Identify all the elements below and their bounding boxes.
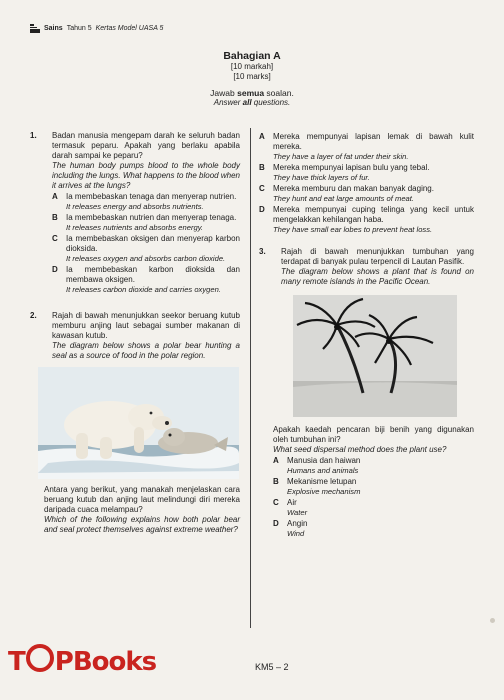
- column-divider: [250, 128, 251, 628]
- question-text-en: The human body pumps blood to the whole body including the lungs. What happens to the blood when it arrives at the lungs?: [52, 161, 240, 190]
- section-heading: [0, 50, 504, 108]
- question-text-en: The diagram below shows a polar bear hunting a seal as a source of food in the polar region.: [52, 341, 240, 360]
- marks-en: [10 marks]: [233, 72, 271, 81]
- paper-label: Kertas Model UASA 5: [95, 25, 164, 32]
- q3-option-b: B Mekanisme letupan Explosive mechanism: [273, 477, 361, 496]
- section-title: Bahagian A: [223, 50, 281, 62]
- q2-option-a: A Mereka mempunyai lapisan lemak di bawah kulit mereka. They have a layer of fat under their skin.: [259, 132, 474, 161]
- right-column: [259, 131, 474, 539]
- question-number: 1.: [30, 131, 37, 140]
- instruction-en: Answer all questions.: [213, 98, 291, 107]
- question-text: Antara yang berikut, yang manakah menjelaskan cara beruang kutub dan anjing laut melindungi diri mereka daripada cuaca melampau?: [44, 485, 240, 514]
- question-text-en: What seed dispersal method does the plant use?: [273, 445, 447, 454]
- option-c: C Ia membebaskan oksigen dan menyerap karbon dioksida. It releases oxygen and absorbs carbon dioxide.: [52, 234, 240, 263]
- question-2: [30, 311, 240, 361]
- q2-option-c: C Mereka memburu dan makan banyak daging. They hunt and eat large amounts of meat.: [259, 184, 434, 203]
- q3-option-a: A Manusia dan haiwan Humans and animals: [273, 456, 361, 475]
- decorative-dot: [490, 618, 495, 623]
- q2-option-d: D Mereka mempunyai cuping telinga yang kecil untuk mengelakkan kehilangan haba. They have small ear lobes to prevent heat loss.: [259, 205, 474, 234]
- q2-option-b: B Mereka mempunyai lapisan bulu yang tebal. They have thick layers of fur.: [259, 163, 430, 182]
- q3-option-d: D Angin Wind: [273, 519, 308, 538]
- option-b: B Ia membebaskan nutrien dan menyerap tenaga. It releases nutrients and absorbs energy.: [52, 213, 237, 232]
- question-text: Rajah di bawah menunjukkan tumbuhan yang terdapat di banyak pulau terpencil di Lautan Pasifik.: [281, 247, 474, 266]
- question-text: Badan manusia mengepam darah ke seluruh badan termasuk peparu. Apakah yang berlaku apabila darah sampai ke peparu?: [52, 131, 240, 160]
- marks-ms: [10 markah]: [230, 62, 274, 71]
- option-d: D Ia membebaskan karbon dioksida dan membawa oksigen. It releases carbon dioxide and carries oxygen.: [52, 265, 240, 294]
- year-label: Tahun 5: [66, 25, 92, 32]
- question-number: 2.: [30, 311, 37, 320]
- publisher-mark-icon: [30, 24, 40, 33]
- question-3: [259, 247, 474, 287]
- question-3-stem: [259, 425, 474, 539]
- instruction-ms: Jawab semua soalan.: [210, 88, 294, 98]
- polar-bear-hunting-seal-image: [38, 367, 239, 479]
- left-column: [30, 131, 240, 535]
- question-1: [30, 131, 240, 295]
- page-header: [30, 24, 163, 33]
- page-code: KM5 – 2: [255, 662, 289, 672]
- coconut-palm-image: [293, 295, 457, 417]
- question-text-en: Which of the following explains how both polar bear and seal protect themselves against extreme weather?: [44, 515, 240, 534]
- question-text-en: The diagram below shows a plant that is found on many remote islands in the Pacific Ocean.: [281, 267, 474, 286]
- subject-label: Sains: [44, 25, 63, 32]
- question-text: Rajah di bawah menunjukkan seekor beruang kutub memburu anjing laut sebagai sumber makanan di kawasan kutub.: [52, 311, 240, 340]
- question-text: Apakah kaedah pencaran biji benih yang digunakan oleh tumbuhan ini?: [273, 425, 474, 444]
- topbooks-watermark-logo: T PBooks: [8, 644, 156, 677]
- option-a: A Ia membebaskan tenaga dan menyerap nutrien. It releases energy and absorbs nutrients.: [52, 192, 237, 211]
- question-2-stem: [30, 485, 240, 535]
- q3-option-c: C Air Water: [273, 498, 308, 517]
- question-number: 3.: [259, 247, 266, 256]
